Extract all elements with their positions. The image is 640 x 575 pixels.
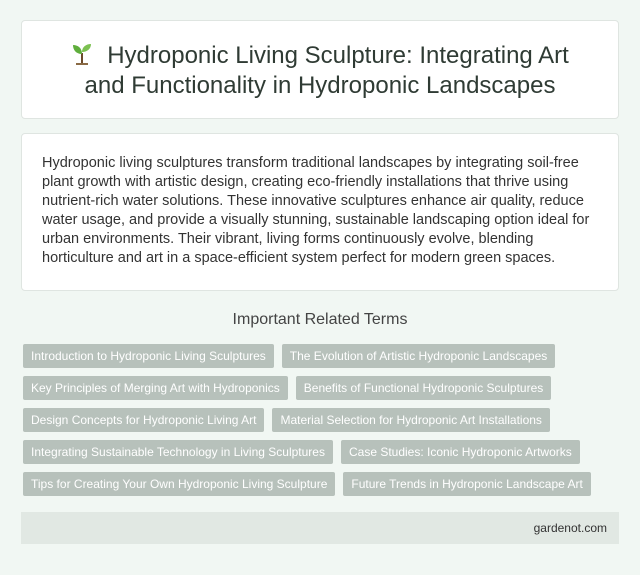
related-terms-list [23,344,623,496]
footer-site-link[interactable]: gardenot.com [533,521,607,535]
page-title [22,21,618,101]
related-term-link[interactable]: Material Selection for Hydroponic Art Installations [272,408,549,432]
page-title-text: Hydroponic Living Sculpture: Integrating Art and Functionality in Hydroponic Landscapes [84,42,569,99]
related-term-link[interactable]: Case Studies: Iconic Hydroponic Artworks [341,440,580,464]
description-text: Hydroponic living sculptures transform traditional landscapes by integrating soil-free plant growth with artistic design, creating eco-friendly installations that thrive using nutrient-rich water solutions. These innovative sculptures enhance air quality, reduce water usage, and provide a visually stunning, sustainable landscaping option ideal for urban environments. Their vibrant, living forms continuously evolve, blending horticulture and art in a space-efficient system perfect for modern green spaces. [42,155,590,266]
related-term-link[interactable]: Benefits of Functional Hydroponic Sculptures [296,376,551,400]
related-term-link[interactable]: Tips for Creating Your Own Hydroponic Living Sculpture [23,472,335,496]
related-terms-heading: Important Related Terms [232,311,408,328]
related-term-link[interactable]: Introduction to Hydroponic Living Sculptures [23,344,274,368]
sprout-icon [71,42,93,66]
footer [21,512,619,544]
related-term-link[interactable]: The Evolution of Artistic Hydroponic Landscapes [282,344,555,368]
description-card [21,133,619,291]
title-card [21,20,619,119]
related-term-link[interactable]: Integrating Sustainable Technology in Living Sculptures [23,440,333,464]
related-term-link[interactable]: Key Principles of Merging Art with Hydroponics [23,376,288,400]
related-term-link[interactable]: Design Concepts for Hydroponic Living Art [23,408,264,432]
related-term-link[interactable]: Future Trends in Hydroponic Landscape Art [343,472,590,496]
